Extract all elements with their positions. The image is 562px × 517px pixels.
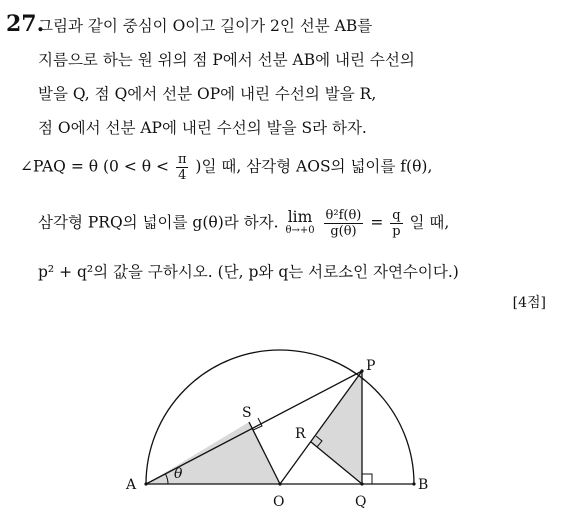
point-b <box>412 482 415 485</box>
triangle-prq-shading <box>311 371 362 484</box>
label-r: R <box>295 426 306 442</box>
area-definition-f: )일 때, 삼각형 AOS의 넓이를 f(θ), <box>195 157 433 176</box>
equals-sign: = <box>370 213 384 232</box>
fraction-numerator: θ²f(θ) <box>325 208 362 223</box>
label-a: A <box>126 477 137 493</box>
label-s: S <box>242 405 252 421</box>
fraction-denominator: p <box>392 224 401 239</box>
angle-condition: ∠PAQ = θ (0 < θ < <box>20 157 169 176</box>
point-a <box>144 482 147 485</box>
point-q <box>360 482 363 485</box>
label-q: Q <box>355 494 367 510</box>
question-line-1: 그림과 같이 중심이 O이고 길이가 2인 선분 AB를 <box>38 17 373 35</box>
limit-subscript: θ→+0 <box>285 224 315 236</box>
fraction-denominator: g(θ) <box>330 224 357 239</box>
question-number: 27. <box>6 11 45 37</box>
label-b: B <box>418 477 429 493</box>
right-angle-mark-s <box>253 418 262 430</box>
point-p <box>360 369 363 372</box>
fraction-denominator: 4 <box>178 168 187 183</box>
fraction-numerator: q <box>392 208 401 223</box>
limit-word: lim <box>287 207 313 226</box>
point-o <box>278 482 281 485</box>
question-line-4: 점 O에서 선분 AP에 내린 수선의 발을 S라 하자. <box>38 119 367 137</box>
points-label: [4점] <box>512 295 546 311</box>
question-line-7: p² + q²의 값을 구하시오. (단, p와 q는 서로소인 자연수이다.) <box>38 263 459 281</box>
question-line-3: 발을 Q, 점 Q에서 선분 OP에 내린 수선의 발을 R, <box>38 85 377 103</box>
area-definition-g: 삼각형 PRQ의 넓이를 g(θ)라 하자. <box>38 213 279 232</box>
question-line-2: 지름으로 하는 원 위의 점 P에서 선분 AB에 내린 수선의 <box>38 51 415 69</box>
right-angle-mark-q <box>362 474 372 484</box>
condition-tail: 일 때, <box>409 213 450 232</box>
label-theta: θ <box>174 466 183 482</box>
fraction-numerator: π <box>177 152 187 167</box>
label-o: O <box>273 494 285 510</box>
label-p: P <box>366 358 376 374</box>
